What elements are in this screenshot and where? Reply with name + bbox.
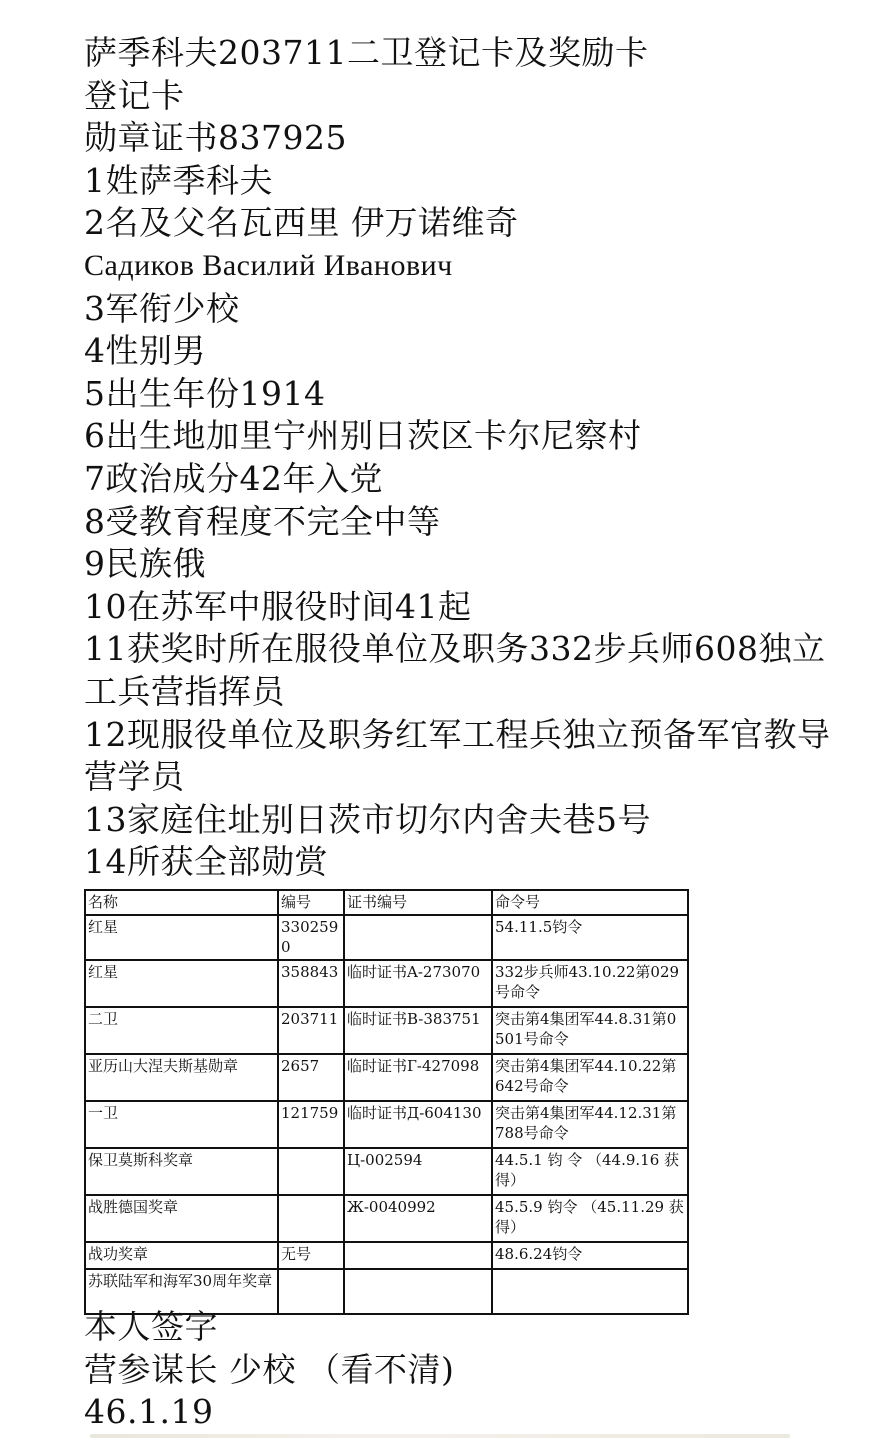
award-number-cell: 无号 [278, 1242, 344, 1269]
table-header-row [85, 890, 688, 915]
field-nationality: 9民族俄 [84, 544, 206, 584]
field-home-address: 13家庭住址别日茨市切尔内舍夫巷5号 [84, 799, 651, 839]
order-number-cell: 332步兵师43.10.22第029号命令 [492, 960, 688, 1007]
certificate-number-cell: 临时证书Д-604130 [344, 1101, 492, 1148]
field-name-russian: Садиков Василий Иванович [84, 248, 453, 282]
award-name-cell: 红星 [85, 915, 278, 960]
award-number-cell: 203711 [278, 1007, 344, 1054]
header-certificate-number: 证书编号 [344, 890, 492, 915]
card-subtitle: 登记卡 [84, 75, 185, 115]
header-order-number: 命令号 [492, 890, 688, 915]
table-row [85, 1054, 688, 1101]
certificate-number-cell [344, 915, 492, 960]
order-number-cell: 突击第4集团军44.12.31第788号命令 [492, 1101, 688, 1148]
award-number-cell: 2657 [278, 1054, 344, 1101]
award-name-cell: 战胜德国奖章 [85, 1195, 278, 1242]
header-award-name: 名称 [85, 890, 278, 915]
field-rank: 3军衔少校 [84, 288, 240, 328]
award-number-cell: 358843 [278, 960, 344, 1007]
certificate-number: 勋章证书837925 [84, 118, 347, 158]
award-name-cell: 一卫 [85, 1101, 278, 1148]
table-row [85, 960, 688, 1007]
award-number-cell [278, 1195, 344, 1242]
field-party-status: 7政治成分42年入党 [84, 458, 383, 498]
certificate-number-cell: Ц-002594 [344, 1148, 492, 1195]
table-row [85, 915, 688, 960]
award-name-cell: 红星 [85, 960, 278, 1007]
registration-card-text [84, 32, 874, 884]
header-award-number: 编号 [278, 890, 344, 915]
field-birth-year: 5出生年份1914 [84, 373, 326, 413]
awards-table [84, 889, 689, 1315]
award-name-cell: 保卫莫斯科奖章 [85, 1148, 278, 1195]
award-name-cell: 亚历山大涅夫斯基勋章 [85, 1054, 278, 1101]
signature-label: 本人签字 [84, 1307, 218, 1346]
certificate-number-cell: 临时证书B-383751 [344, 1007, 492, 1054]
certificate-number-cell: Ж-0040992 [344, 1195, 492, 1242]
document-title: 萨季科夫203711二卫登记卡及奖励卡 [84, 33, 649, 72]
field-name-patronymic: 2名及父名瓦西里 伊万诺维奇 [84, 203, 519, 243]
order-number-cell: 突击第4集团军44.8.31第0501号命令 [492, 1007, 688, 1054]
signing-officer: 营参谋长 少校 （看不清) [84, 1349, 455, 1389]
field-education: 8受教育程度不完全中等 [84, 501, 441, 541]
field-current-unit: 12现服役单位及职务红军工程兵独立预备军官教导营学员 [84, 714, 831, 797]
certificate-number-cell: 临时证书Г-427098 [344, 1054, 492, 1101]
order-number-cell: 48.6.24钧令 [492, 1242, 688, 1269]
award-name-cell: 二卫 [85, 1007, 278, 1054]
award-number-cell: 3302590 [278, 915, 344, 960]
field-birthplace: 6出生地加里宁州别日茨区卡尔尼察村 [84, 416, 642, 456]
field-all-awards: 14所获全部勋赏 [84, 842, 328, 882]
table-row [85, 1148, 688, 1195]
award-name-cell: 战功奖章 [85, 1242, 278, 1269]
table-row [85, 1242, 688, 1269]
certificate-number-cell [344, 1242, 492, 1269]
order-number-cell: 44.5.1 钧 令 （44.9.16 获得） [492, 1148, 688, 1195]
order-number-cell: 45.5.9 钧令 （45.11.29 获得） [492, 1195, 688, 1242]
award-number-cell: 121759 [278, 1101, 344, 1148]
table-row [85, 1007, 688, 1054]
award-name-cell: 苏联陆军和海军30周年奖章 [85, 1269, 278, 1314]
award-number-cell [278, 1148, 344, 1195]
scan-edge-divider [90, 1434, 790, 1438]
certificate-number-cell: 临时证书A-273070 [344, 960, 492, 1007]
order-number-cell: 54.11.5钧令 [492, 915, 688, 960]
table-row [85, 1195, 688, 1242]
order-number-cell: 突击第4集团军44.10.22第642号命令 [492, 1054, 688, 1101]
field-surname: 1姓萨季科夫 [84, 160, 273, 200]
signature-block [84, 1306, 874, 1434]
field-service-start: 10在苏军中服役时间41起 [84, 586, 472, 626]
field-sex: 4性别男 [84, 331, 206, 371]
table-row [85, 1101, 688, 1148]
field-unit-at-award: 11获奖时所在服役单位及职务332步兵师608独立工兵营指挥员 [84, 629, 826, 711]
signature-date: 46.1.19 [84, 1392, 214, 1432]
